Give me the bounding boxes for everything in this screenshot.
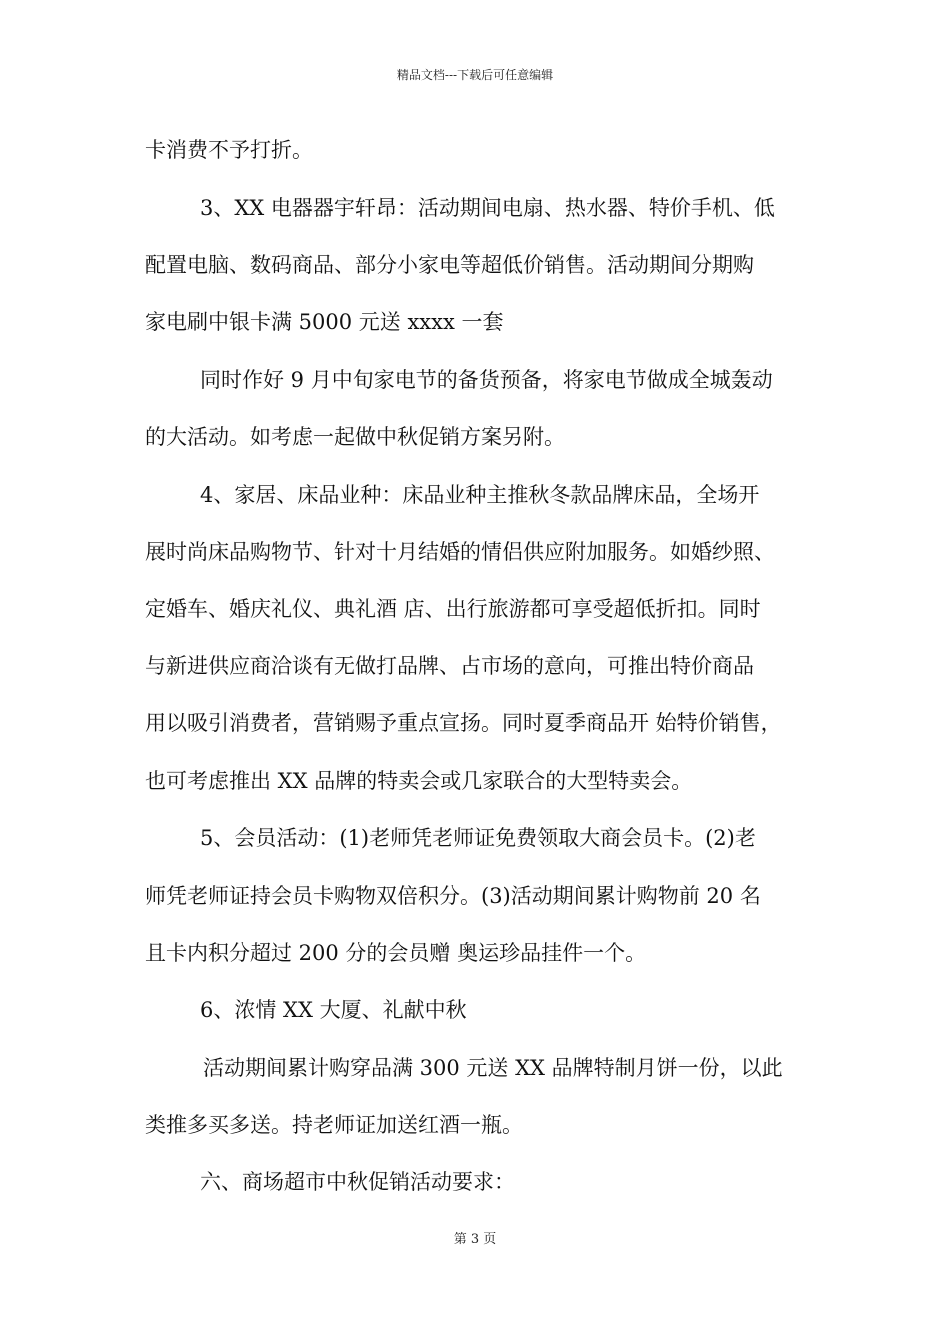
text-line: 活动期间累计购穿品满 300 元送 XX 品牌特制月饼一份，以此 bbox=[203, 1056, 783, 1080]
text-line: 卡消费不予打折。 bbox=[145, 138, 313, 162]
text-line: 六、商场超市中秋促销活动要求： bbox=[200, 1170, 515, 1194]
text-line: 且卡内积分超过 200 分的会员赠 奥运珍品挂件一个。 bbox=[145, 941, 647, 965]
text-line: 配置电脑、数码商品、部分小家电等超低价销售。活动期间分期购 bbox=[145, 253, 754, 277]
text-line: 也可考虑推出 XX 品牌的特卖会或几家联合的大型特卖会。 bbox=[145, 769, 693, 793]
text-line: 用以吸引消费者，营销赐予重点宣扬。同时夏季商品开 始特价销售， bbox=[145, 711, 782, 735]
text-line: 定婚车、婚庆礼仪、典礼酒 店、出行旅游都可享受超低折扣。同时 bbox=[145, 597, 761, 621]
page-number: 第 3 页 bbox=[453, 1232, 497, 1247]
text-line: 5、会员活动：(1)老师凭老师证免费领取大商会员卡。(2)老 bbox=[200, 826, 756, 850]
page-header: 精品文档---下载后可任意编辑 bbox=[396, 68, 554, 82]
text-line: 6、浓情 XX 大厦、礼献中秋 bbox=[200, 998, 467, 1022]
text-line: 4、家居、床品业种：床品业种主推秋冬款品牌床品，全场开 bbox=[200, 483, 760, 507]
text-line: 类推多买多送。持老师证加送红酒一瓶。 bbox=[145, 1113, 523, 1137]
text-line: 3、XX 电器器宇轩昂：活动期间电扇、热水器、特价手机、低 bbox=[200, 196, 775, 220]
text-line: 家电刷中银卡满 5000 元送 xxxx 一套 bbox=[145, 310, 504, 334]
text-line: 与新进供应商洽谈有无做打品牌、占市场的意向，可推出特价商品 bbox=[145, 654, 754, 678]
text-line: 同时作好 9 月中旬家电节的备货预备，将家电节做成全城轰动 bbox=[200, 368, 773, 392]
text-line: 展时尚床品购物节、针对十月结婚的情侣供应附加服务。如婚纱照、 bbox=[145, 540, 775, 564]
text-line: 的大活动。如考虑一起做中秋促销方案另附。 bbox=[145, 425, 565, 449]
text-line: 师凭老师证持会员卡购物双倍积分。(3)活动期间累计购物前 20 名 bbox=[145, 884, 761, 908]
